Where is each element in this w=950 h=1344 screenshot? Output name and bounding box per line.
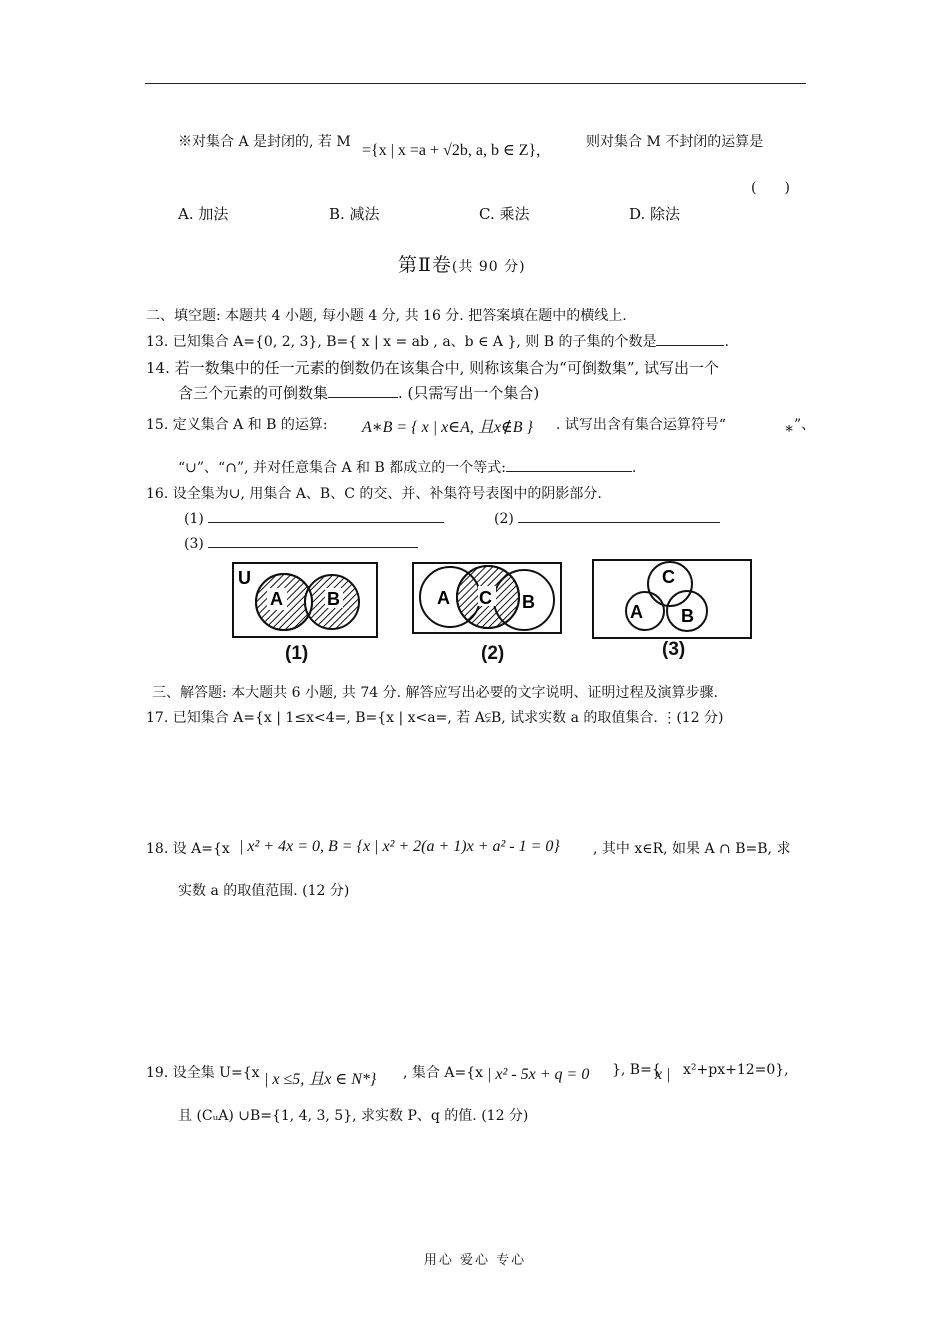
q15-line2-text: “∪”、“∩”, 并对任意集合 A 和 B 都成立的一个等式: <box>178 460 506 476</box>
q16-blank-3 <box>184 533 418 552</box>
venn-caption-2: (2) <box>481 643 505 664</box>
q12-prefix: ※对集合 A 是封闭的, 若 M <box>178 134 351 150</box>
q13-text: 13. 已知集合 A={0, 2, 3}, B={ x | x = ab , a、b ∈ A }, 则 B 的子集的个数是 <box>146 334 657 350</box>
q16-answer-blank-1[interactable] <box>208 508 444 523</box>
venn2-a-label: A <box>437 588 450 608</box>
section-score-note: (共 90 分) <box>451 259 526 275</box>
q15-answer-blank[interactable] <box>506 457 632 472</box>
venn-caption-3: (3) <box>662 639 686 660</box>
venn2-c-label: C <box>479 588 492 608</box>
q12-option-d: D. 除法 <box>629 205 681 223</box>
q18-line2: 实数 a 的取值范围. (12 分) <box>178 883 350 899</box>
fill-in-header: 二、填空题: 本题共 4 小题, 每小题 4 分, 共 16 分. 把答案填在题中的横线上. <box>146 308 627 324</box>
page-footer: 用心 爱心 专心 <box>423 1253 527 1268</box>
q12-answer-paren: ( ) <box>751 180 790 196</box>
section-title <box>398 250 526 277</box>
q16-blank-2 <box>494 508 720 527</box>
q12-option-c: C. 乘法 <box>479 205 530 223</box>
q19-line1-end: x²+px+12=0}, <box>683 1062 789 1078</box>
q12-option-a: A. 加法 <box>178 205 229 223</box>
q15-line1-end: ”、 <box>794 417 816 433</box>
q16-blank-1-label: (1) <box>184 511 204 527</box>
venn3-a-label: A <box>630 602 643 622</box>
q15-line2 <box>178 457 636 477</box>
venn-figure-1 <box>232 562 378 638</box>
q19-expression-3: x | <box>655 1066 671 1083</box>
q14-line2 <box>178 382 539 403</box>
q16-blank-2-label: (2) <box>494 511 514 527</box>
venn-caption-1: (1) <box>285 643 309 664</box>
answer-section-header: 三、解答题: 本大题共 6 小题, 共 74 分. 解答应写出必要的文字说明、证明过程及演算步骤. <box>152 685 718 701</box>
q15-star-symbol: ∗ <box>784 419 795 437</box>
q19-expression-1: | x ≤5, 且x ∈ N*} <box>264 1071 377 1088</box>
q15-line1-mid: . 试写出含有集合运算符号“ <box>556 417 727 433</box>
q18-prefix: 18. 设 A={x <box>146 841 230 857</box>
q13-answer-blank[interactable] <box>656 331 724 346</box>
venn-figure-3 <box>592 559 752 639</box>
header-rule <box>145 83 806 84</box>
q14-answer-blank[interactable] <box>328 383 398 398</box>
q12-option-b: B. 减法 <box>329 205 380 223</box>
q16-blank-1 <box>184 508 444 527</box>
q19-mid-1: , 集合 A={x <box>403 1065 483 1081</box>
q19-prefix: 19. 设全集 U={x <box>146 1065 260 1081</box>
q16-answer-blank-3[interactable] <box>208 533 418 548</box>
venn2-b-label: B <box>522 592 535 612</box>
q12-set-expression: ={x | x =a + √2b, a, b ∈ Z}, <box>362 142 541 159</box>
q13 <box>146 331 729 351</box>
venn3-b-label: B <box>681 606 694 626</box>
q13-end: . <box>724 334 729 350</box>
q16-blank-3-label: (3) <box>184 536 204 552</box>
venn3-c-label: C <box>662 567 675 587</box>
q18-line1-end: , 其中 x∈R, 如果 A ∩ B=B, 求 <box>593 841 791 857</box>
venn1-universe-label: U <box>238 568 251 588</box>
q19-mid-2: }, B={ <box>612 1062 661 1078</box>
venn1-b-label: B <box>327 589 340 609</box>
q18-expression: | x² + 4x = 0, B = {x | x² + 2(a + 1)x + a² - 1 = 0} <box>239 838 560 855</box>
q15-line1-prefix: 15. 定义集合 A 和 B 的运算: <box>146 417 328 433</box>
q19-expression-2: | x² - 5x + q = 0 <box>487 1066 590 1083</box>
q16-answer-blank-2[interactable] <box>518 508 720 523</box>
q15-operation-expression: A∗B = { x | x∈A, 且x∉B } <box>362 419 533 436</box>
q17-text: 17. 已知集合 A={x | 1≤x<4=, B={x | x<a=, 若 A⫋B, 试求实数 a 的取值集合. ⋮(12 分) <box>146 710 724 726</box>
q12-suffix: 则对集合 M 不封闭的运算是 <box>586 134 764 150</box>
q14-line1: 14. 若一数集中的任一元素的倒数仍在该集合中, 则称该集合为“可倒数集”, 试写出一个 <box>146 359 720 377</box>
q15-line2-end: . <box>631 460 637 476</box>
q14-line2-text: 含三个元素的可倒数集 <box>178 384 329 402</box>
q19-line2: 且 (CᵤA) ∪B={1, 4, 3, 5}, 求实数 P、q 的值. (12 分) <box>178 1108 529 1124</box>
q14-line2-end: . (只需写出一个集合) <box>398 384 540 402</box>
q16-line1: 16. 设全集为∪, 用集合 A、B、C 的交、并、补集符号表图中的阴影部分. <box>146 486 602 502</box>
venn1-a-label: A <box>270 589 283 609</box>
section-title-text: 第Ⅱ卷 <box>398 254 452 276</box>
venn-figure-2 <box>412 562 562 634</box>
